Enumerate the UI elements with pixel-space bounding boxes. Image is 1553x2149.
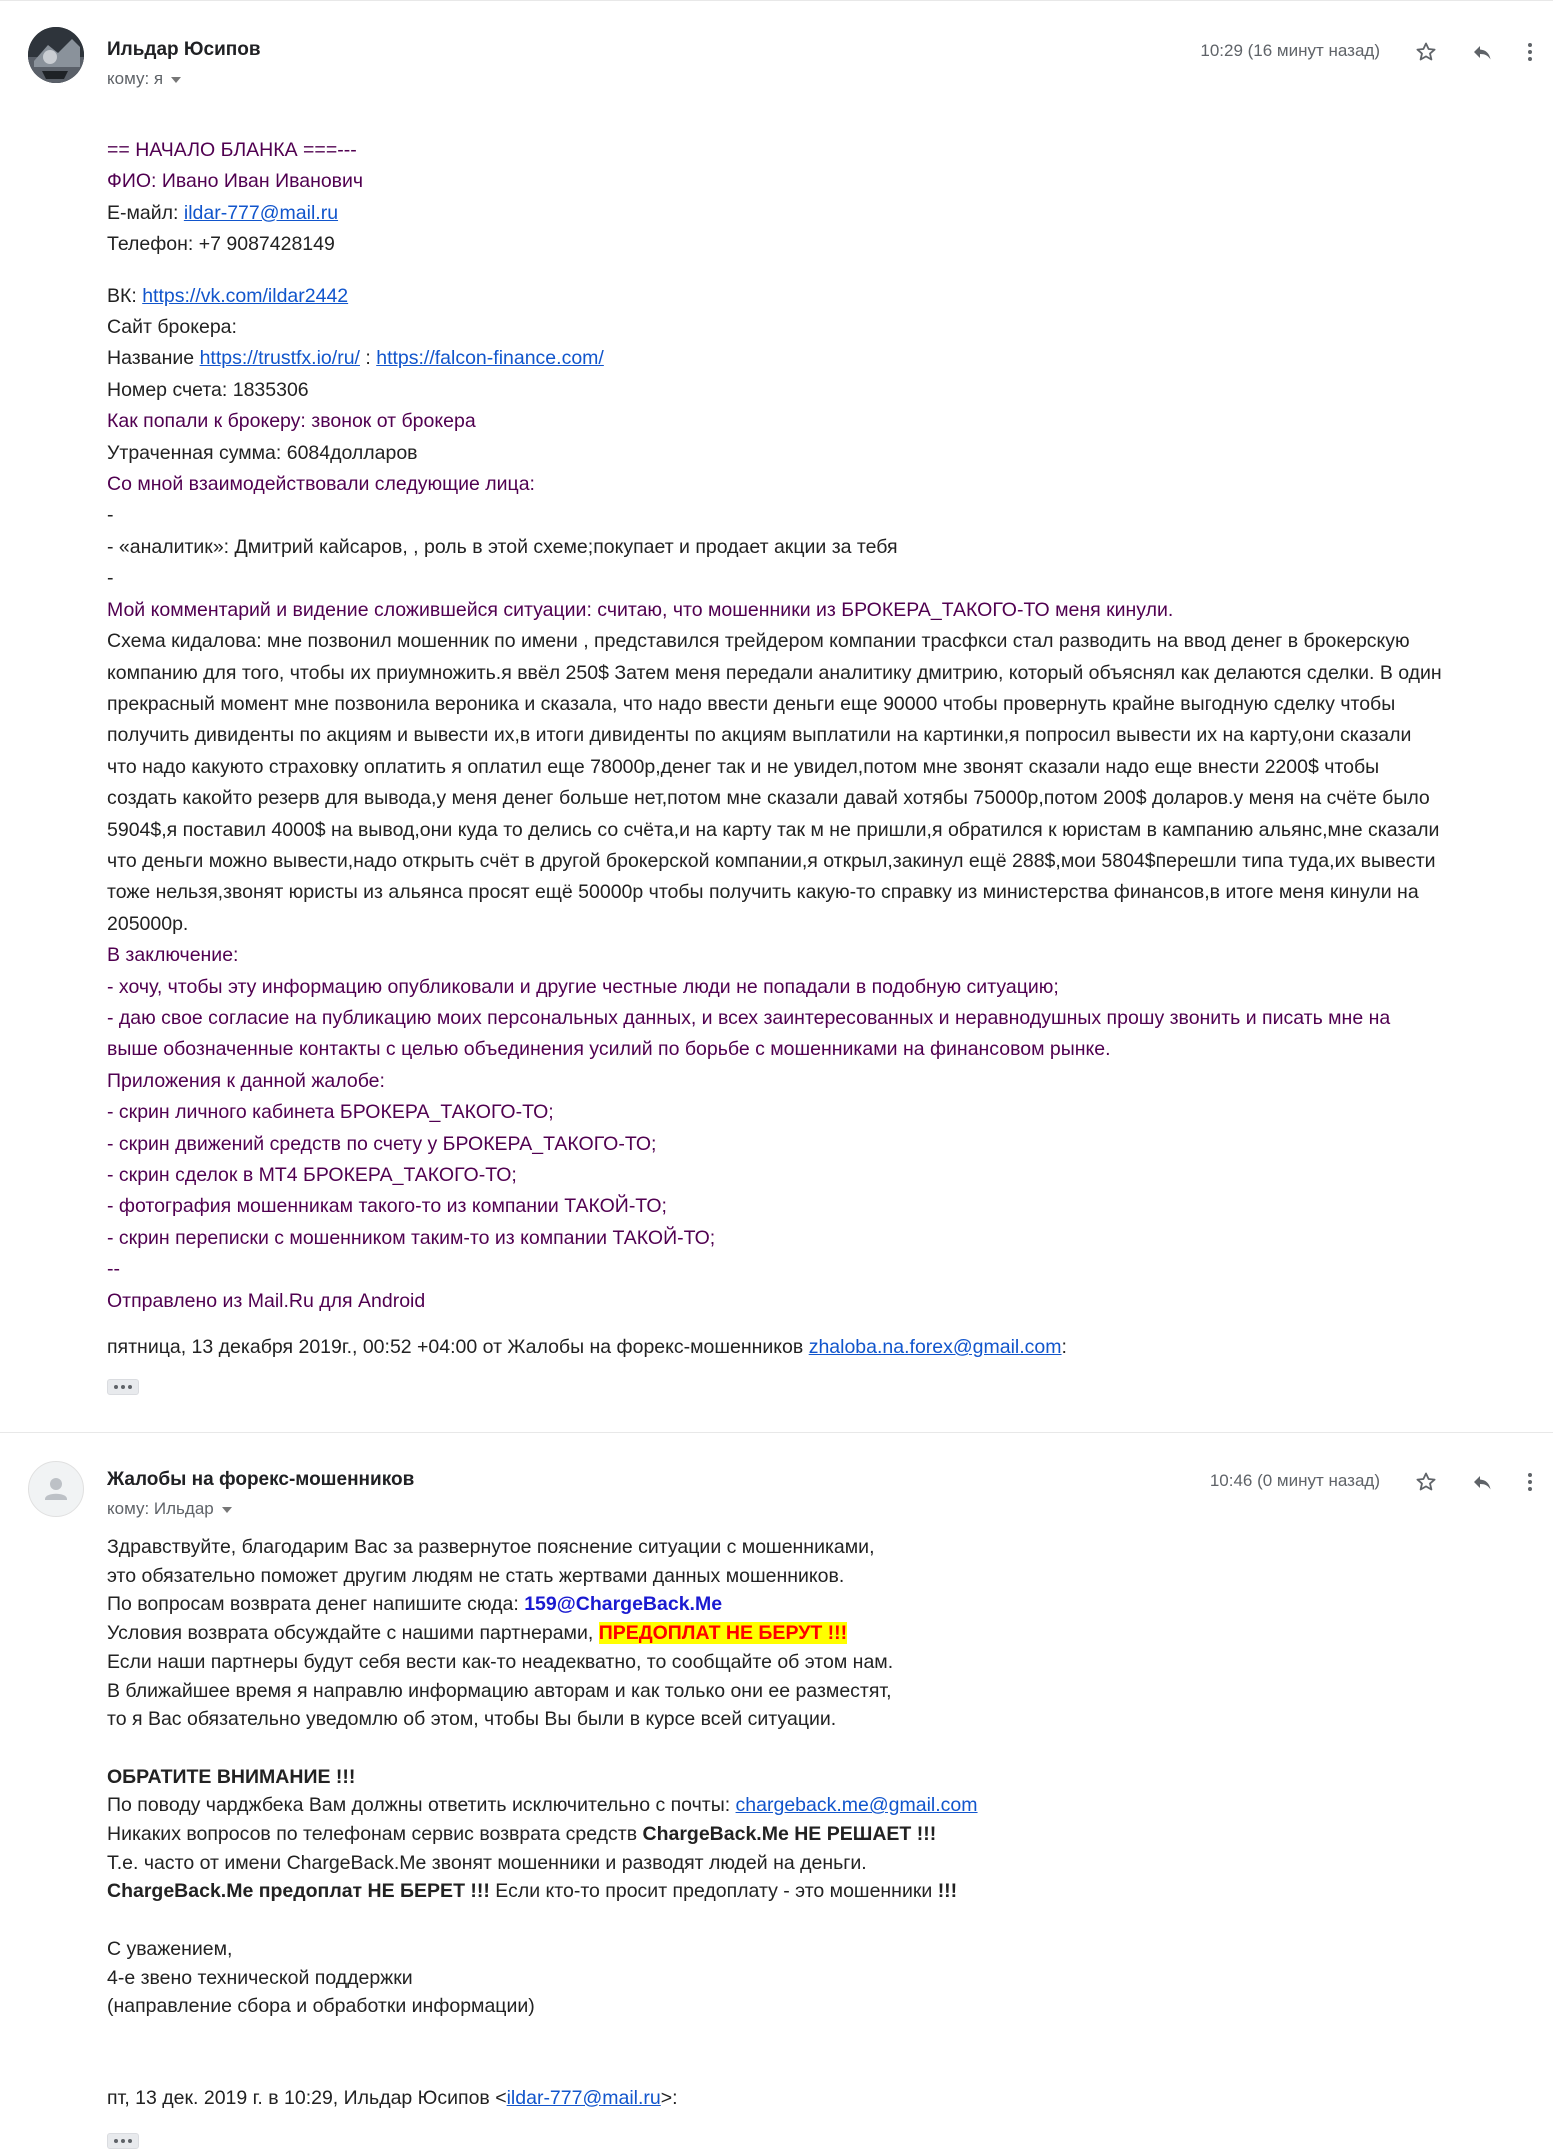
body-line: 5904$,я поставил 4000$ на вывод,они куда то делись со счёта,и на карту так м не пришли,я обратился к юристам в кампанию альянс,мне сказали — [107, 818, 1440, 841]
quoted-header-suffix: : — [1061, 1336, 1067, 1358]
body-line: - «аналитик»: Дмитрий кайсаров, , роль в этой схеме;покупает и продает акции за тебя — [107, 535, 898, 558]
falcon-finance-link[interactable]: https://falcon-finance.com/ — [376, 347, 604, 370]
email-link[interactable]: ildar-777@mail.ru — [183, 201, 339, 224]
phone-notice-label: Никаких вопросов по телефонам сервис возврата средств — [107, 1823, 643, 1846]
body-line: Схема кидалова: мне позвонил мошенник по имени , представился трейдером компании трасфкси стал разводить на ввод денег в брокерскую — [107, 630, 1410, 653]
caret-down-icon — [222, 1507, 232, 1513]
quoted-email-link[interactable]: ildar-777@mail.ru — [506, 2087, 661, 2109]
paragraph-gap — [107, 1734, 1545, 1763]
body-line: -- — [107, 1258, 120, 1281]
sender-name[interactable]: Жалобы на форекс-мошенников — [107, 1469, 415, 1490]
body-line: - скрин личного кабинета БРОКЕРА_ТАКОГО-ТО; — [107, 1101, 554, 1124]
contact-label: По вопросам возврата денег напишите сюда: — [107, 1593, 525, 1616]
avatar[interactable] — [28, 27, 84, 83]
paragraph-gap — [107, 261, 1545, 281]
body-line: Как попали к брокеру: звонок от брокера — [107, 410, 476, 433]
body-line — [107, 198, 1545, 229]
body-line: выше обозначенные контакты с целью объединения усилий по борьбе с мошенниками на финансовом рынке. — [107, 1038, 1111, 1061]
quoted-email-link[interactable]: zhaloba.na.forex@gmail.com — [808, 1336, 1062, 1358]
body-line — [107, 343, 1545, 374]
recipient-dropdown[interactable] — [107, 1499, 232, 1519]
recipient-label: кому: я — [107, 69, 164, 88]
body-line — [107, 1791, 1545, 1820]
partners-label: Условия возврата обсуждайте с нашими партнерами, — [107, 1622, 599, 1645]
body-line — [107, 1763, 1545, 1792]
body-line: Если наши партнеры будут себя вести как-то неадекватно, то сообщайте об этом нам. — [107, 1650, 894, 1673]
no-prepayment-warning: ПРЕДОПЛАТ НЕ БЕРУТ !!! — [598, 1622, 848, 1645]
body-line: - хочу, чтобы эту информацию опубликовали и другие честные люди не попадали в подобную ситуацию; — [107, 975, 1059, 998]
body-line — [107, 1820, 1545, 1849]
avatar-photo-icon — [28, 27, 84, 83]
body-line: Отправлено из Mail.Ru для Android — [107, 1289, 426, 1312]
body-line: - скрин движений средств по счету у БРОКЕРА_ТАКОГО-ТО; — [107, 1132, 657, 1155]
link-separator: : — [359, 347, 377, 370]
quoted-header-text: пт, 13 дек. 2019 г. в 10:29, Ильдар Юсипов < — [107, 2087, 507, 2109]
star-icon[interactable] — [1411, 1467, 1441, 1497]
email-label: Е-майл: — [107, 201, 184, 224]
exclaim-bold: !!! — [937, 1880, 958, 1903]
prepayment-notice-bold: ChargeBack.Me предоплат НЕ БЕРЕТ — [107, 1880, 465, 1903]
body-line: что деньги можно вывести,надо открыть счёт в другой брокерской компании,я открыл,закинул ещё 288$,мои 5804$перешли типа туда,их вывести — [107, 849, 1436, 872]
body-line: что надо какуюто страховку оплатить я оплатил еще 78000р,денег так и не увидел,потом мне звонят сказали надо еще внести 2200$ чтобы — [107, 755, 1380, 778]
chargeback-gmail-link[interactable]: chargeback.me@gmail.com — [735, 1794, 978, 1817]
chargeback-email: 159@ChargeBack.Me — [524, 1593, 723, 1616]
body-line: - — [107, 567, 114, 590]
body-line — [107, 1619, 1545, 1648]
message-complaints — [0, 1432, 1553, 2148]
body-line: прекрасный момент мне позвонила вероника и сказала, что надо ввести деньги еще 90000 чтобы провернуть крайне выгодную сделку чтобы — [107, 692, 1396, 715]
body-line: - даю свое согласие на публикацию моих персональных данных, и всех заинтересованных и неравнодушных прошу звонить и писать мне на — [107, 1006, 1391, 1029]
message-body — [107, 135, 1545, 1317]
official-email-label: По поводу чарджбека Вам должны ответить исключительно с почты: — [107, 1794, 736, 1817]
quoted-header — [107, 2087, 678, 2110]
body-line: Здравствуйте, благодарим Вас за развернутое пояснение ситуации с мошенниками, — [107, 1536, 875, 1558]
body-line: 4-е звено технической поддержки — [107, 1966, 413, 1989]
body-line: создать какойто резерв для вывода,у меня денег больше нет,потом мне сказали давай хотябы 75000р,потом 200$ доларов.у меня на счёте было — [107, 787, 1430, 810]
body-line: В заключение: — [107, 944, 239, 967]
body-line: Утраченная сумма: 6084долларов — [107, 441, 418, 464]
sender-name[interactable]: Ильдар Юсипов — [107, 39, 261, 60]
body-line: - скрин сделок в МТ4 БРОКЕРА_ТАКОГО-ТО; — [107, 1164, 517, 1186]
body-line: Телефон: +7 9087428149 — [107, 233, 335, 256]
body-line: тоже нельзя,звонят юристы из альянса просят ещё 50000р чтобы получить какую-то справку из министерства финансов,в итоге меня кинули на — [107, 881, 1419, 904]
message-body — [107, 1533, 1545, 2021]
body-line: Номер счета: 1835306 — [107, 378, 309, 401]
body-line: == НАЧАЛО БЛАНКА ===--- — [107, 139, 357, 161]
recipient-dropdown[interactable] — [107, 69, 181, 89]
vk-link[interactable]: https://vk.com/ildar2442 — [142, 284, 349, 307]
timestamp: 10:46 (0 минут назад) — [1209, 1471, 1380, 1490]
body-line: Со мной взаимодействовали следующие лица: — [107, 473, 535, 496]
body-line: компанию для того, чтобы их приумножить.я ввёл 250$ Затем меня передали аналитику дмитрию, который объяснял как делаются сделки. В один — [107, 661, 1442, 684]
paragraph-gap — [107, 1906, 1545, 1935]
body-line — [107, 281, 1545, 312]
body-line: Сайт брокера: — [107, 316, 237, 339]
reply-icon[interactable] — [1467, 1467, 1497, 1497]
body-line: 205000р. — [107, 912, 189, 935]
broker-name-label: Название — [107, 347, 200, 370]
more-vert-icon[interactable] — [1515, 37, 1545, 67]
body-line: Мой комментарий и видение сложившейся ситуации: считаю, что мошенники из БРОКЕРА_ТАКОГО-ТО меня кинули. — [107, 598, 1174, 621]
quoted-header-text: пятница, 13 декабря 2019г., 00:52 +04:00 от Жалобы на форекс-мошенников — [107, 1336, 809, 1358]
body-line: получить дивиденты по акциям и вывести их,в итоги дивиденты по акциям выплатили на картинки,я попросил вывести их на карту,они сказали — [107, 724, 1412, 747]
default-person-icon — [29, 1462, 83, 1516]
body-line: то я Вас обязательно уведомлю об этом, чтобы Вы были в курсе всей ситуации. — [107, 1708, 837, 1731]
quoted-header — [107, 1336, 1067, 1359]
show-trimmed-content-button[interactable] — [107, 1379, 139, 1395]
reply-icon[interactable] — [1467, 37, 1497, 67]
body-line: - — [107, 504, 114, 527]
quoted-header-suffix: >: — [660, 2087, 678, 2109]
body-line: В ближайшее время я направлю информацию авторам и как только они ее разместят, — [107, 1679, 892, 1702]
body-line: (направление сбора и обработки информации) — [107, 1995, 535, 2018]
phone-notice-bold: ChargeBack.Me НЕ РЕШАЕТ !!! — [642, 1823, 937, 1846]
exclaim-bold: !!! — [464, 1880, 490, 1903]
recipient-label: кому: Ильдар — [107, 1499, 214, 1518]
avatar[interactable] — [28, 1461, 84, 1517]
body-line: - скрин переписки с мошенником таким-то из компании ТАКОЙ-ТО; — [107, 1226, 716, 1249]
star-icon[interactable] — [1411, 37, 1441, 67]
more-vert-icon[interactable] — [1515, 1467, 1545, 1497]
body-line: это обязательно поможет другим людям не стать жертвами данных мошенников. — [107, 1564, 845, 1587]
body-line — [107, 1590, 1545, 1619]
timestamp: 10:29 (16 минут назад) — [1200, 41, 1380, 60]
vk-label: ВК: — [107, 284, 143, 307]
caret-down-icon — [171, 77, 181, 83]
body-line: Приложения к данной жалобе: — [107, 1069, 385, 1092]
trustfx-link[interactable]: https://trustfx.io/ru/ — [199, 347, 360, 370]
prepayment-notice-text: Если кто-то просит предоплату - это мошенники — [489, 1880, 938, 1903]
body-line: ФИО: Ивано Иван Иванович — [107, 170, 364, 193]
body-line — [107, 1877, 1545, 1906]
body-line: С уважением, — [107, 1937, 233, 1960]
body-line: Т.е. часто от имени ChargeBack.Me звонят мошенники и разводят людей на деньги. — [107, 1851, 867, 1874]
attention-heading: ОБРАТИТЕ ВНИМАНИЕ !!! — [107, 1765, 356, 1788]
body-line: - фотография мошенникам такого-то из компании ТАКОЙ-ТО; — [107, 1195, 667, 1218]
